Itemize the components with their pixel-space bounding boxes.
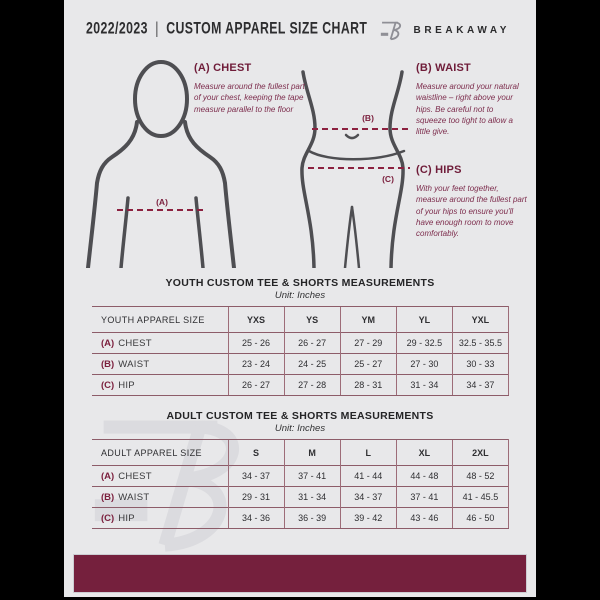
youth-chest-row (92, 333, 509, 354)
adult-header-row (92, 440, 509, 466)
hips-heading: (C) HIPS (416, 164, 462, 176)
row-label: HIP (118, 512, 135, 524)
row-prefix: (C) (101, 512, 115, 524)
cell: 31 - 34 (284, 487, 340, 508)
youth-size-table (92, 306, 509, 396)
adult-size-l: L (340, 440, 396, 466)
cell: 27 - 30 (396, 354, 452, 375)
youth-table-unit: Unit: Inches (274, 290, 326, 301)
chest-text: Measure around the fullest part of your chest, keeping the tape measure parallel to the floor (194, 82, 305, 114)
row-prefix: (B) (101, 358, 115, 370)
youth-size-yxs: YXS (228, 307, 284, 333)
waist-marker-label: (B) (362, 113, 374, 123)
row-prefix: (B) (101, 491, 115, 503)
cell: 34 - 37 (452, 375, 508, 396)
youth-table-title: YOUTH CUSTOM TEE & SHORTS MEASUREMENTS (165, 277, 435, 289)
chest-heading: (A) CHEST (194, 62, 252, 74)
row-label: WAIST (118, 491, 150, 503)
title-divider: | (155, 19, 159, 38)
head-outline (135, 62, 187, 136)
cell: 34 - 37 (228, 466, 284, 487)
adult-waist-row (92, 487, 509, 508)
row-label: CHEST (118, 337, 152, 349)
cell: 34 - 37 (340, 487, 396, 508)
cell: 31 - 34 (396, 375, 452, 396)
youth-size-yxl: YXL (452, 307, 508, 333)
row-label: CHEST (118, 470, 152, 482)
title-text: CUSTOM APPAREL SIZE CHART (166, 19, 368, 38)
adult-size-m: M (284, 440, 340, 466)
youth-size-ys: YS (284, 307, 340, 333)
cell: 39 - 42 (340, 508, 396, 529)
cell: 37 - 41 (284, 466, 340, 487)
cell: 46 - 50 (452, 508, 508, 529)
hips-marker-label: (C) (382, 174, 394, 184)
page-title (86, 19, 367, 38)
youth-size-ym: YM (340, 307, 396, 333)
cell: 41 - 44 (340, 466, 396, 487)
cell: 37 - 41 (396, 487, 452, 508)
size-chart-document (64, 0, 536, 597)
waist-instructions (416, 62, 522, 138)
cell: 44 - 48 (396, 466, 452, 487)
hips-text: With your feet together, measure around the fullest part of your hips to ensure you'll have enough room to move comfortably. (416, 184, 527, 239)
adult-size-2xl: 2XL (452, 440, 508, 466)
hips-instructions (416, 164, 528, 240)
youth-size-header: YOUTH APPAREL SIZE (92, 307, 228, 333)
row-prefix: (C) (101, 379, 115, 391)
waist-text: Measure around your natural waistline – right above your hips. Be careful not to squeeze too tight to allow a little give. (416, 82, 519, 137)
cell: 34 - 36 (228, 508, 284, 529)
cell: 41 - 45.5 (452, 487, 508, 508)
adult-size-table (92, 439, 509, 529)
title-year: 2022/2023 (86, 19, 148, 38)
adult-table-unit: Unit: Inches (274, 423, 326, 434)
adult-size-s: S (228, 440, 284, 466)
youth-header-row (92, 307, 509, 333)
adult-size-header: ADULT APPAREL SIZE (92, 440, 228, 466)
cell: 26 - 27 (284, 333, 340, 354)
cell: 24 - 25 (284, 354, 340, 375)
cell: 43 - 46 (396, 508, 452, 529)
cell: 23 - 24 (228, 354, 284, 375)
hip-line (309, 151, 404, 159)
brand-name: BREAKAWAY (413, 24, 510, 36)
cell: 30 - 33 (452, 354, 508, 375)
youth-size-yl: YL (396, 307, 452, 333)
brand-lockup (379, 17, 511, 43)
adult-table-title: ADULT CUSTOM TEE & SHORTS MEASUREMENTS (166, 410, 434, 422)
cell: 32.5 - 35.5 (452, 333, 508, 354)
adult-chest-row (92, 466, 509, 487)
youth-waist-row (92, 354, 509, 375)
row-prefix: (A) (101, 337, 115, 349)
row-label: HIP (118, 379, 135, 391)
cell: 29 - 32.5 (396, 333, 452, 354)
cell: 25 - 26 (228, 333, 284, 354)
chest-marker-label: (A) (156, 197, 168, 207)
youth-hip-row (92, 375, 509, 396)
adult-size-xl: XL (396, 440, 452, 466)
breakaway-b-logo-icon (379, 17, 406, 43)
row-label: WAIST (118, 358, 150, 370)
navel-mark (346, 135, 358, 138)
chest-instructions (194, 62, 306, 115)
cell: 28 - 31 (340, 375, 396, 396)
cell: 27 - 28 (284, 375, 340, 396)
lower-body-diagram (288, 57, 418, 268)
cell: 25 - 27 (340, 354, 396, 375)
cell: 36 - 39 (284, 508, 340, 529)
waist-heading: (B) WAIST (416, 62, 471, 74)
row-prefix: (A) (101, 470, 115, 482)
cell: 27 - 29 (340, 333, 396, 354)
footer-bar (73, 554, 527, 593)
adult-hip-row (92, 508, 509, 529)
cell: 29 - 31 (228, 487, 284, 508)
cell: 48 - 52 (452, 466, 508, 487)
cell: 26 - 27 (228, 375, 284, 396)
